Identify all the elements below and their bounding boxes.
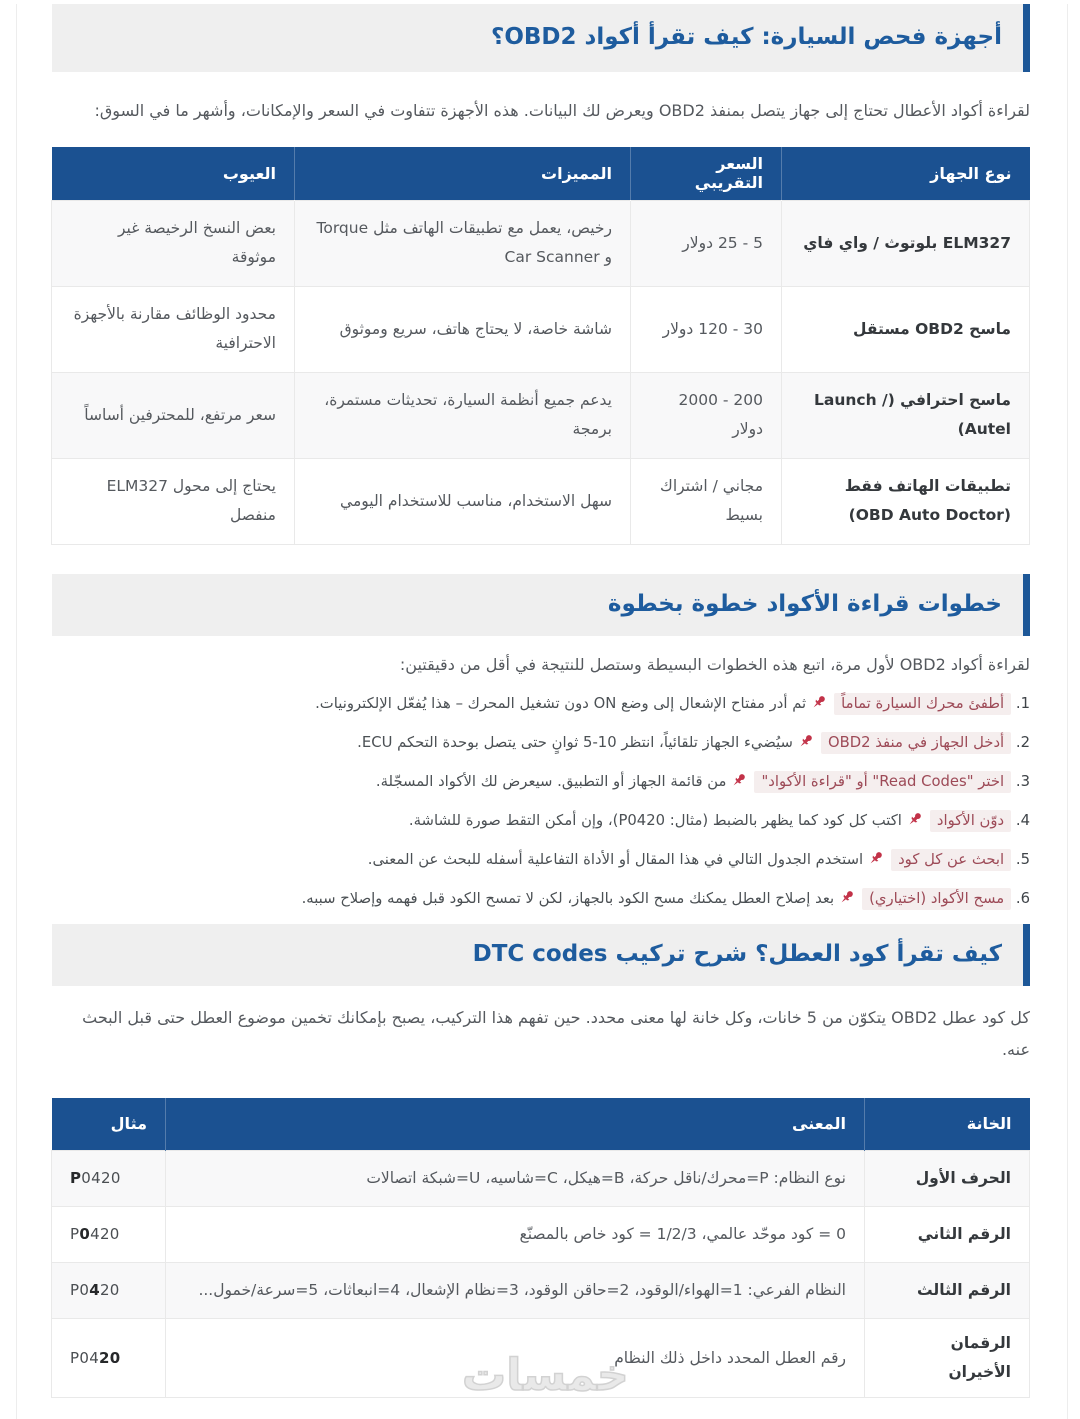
step-highlight: أدخل الجهاز في منفذ OBD2 [821,732,1011,754]
col-header-features: المميزات [295,147,631,200]
col-header-example: مثال [52,1098,166,1151]
price-cell: 5 - 25 دولار [631,200,782,286]
device-type-cell: تطبيقات الهاتف فقط (OBD Auto Doctor) [782,458,1030,544]
section1-intro: لقراءة أكواد الأعطال تحتاج إلى جهاز يتصل بمنفذ OBD2 ويعرض لك البيانات. هذه الأجهزة تتفاوت في السعر والإمكانات، وأشهر ما في السوق: [94,101,1030,120]
pushpin-icon [798,732,814,758]
steps-intro: لقراءة أكواد OBD2 لأول مرة، اتبع هذه الخطوات البسيطة وستصل للنتيجة في أقل من دقيقتين: [399,654,1030,674]
step-text: من قائمة الجهاز أو التطبيق. سيعرض لك الأكواد المسجّلة. [375,772,727,790]
step-number: 3. [1015,772,1030,790]
table-row [52,1319,1030,1398]
step-item-6 [52,886,1030,914]
meaning-cell: النظام الفرعي: 1=الهواء/الوقود، 2=حاقن الوقود، 3=نظام الإشعال، 4=انبعاثات، 5=سرعة/خمول... [166,1263,865,1319]
col-header-cons: العيوب [52,147,295,200]
pushpin-icon [907,810,923,836]
step-highlight: ابحث عن كل كود [891,849,1011,871]
slot-cell: الرقم الثالث [865,1263,1030,1319]
col-header-device-type: نوع الجهاز [782,147,1030,200]
step-highlight: مسح الأكواد (اختياري) [862,888,1011,910]
pushpin-icon [731,771,747,797]
step-item-2 [52,730,1030,758]
pushpin-icon [839,888,855,914]
table-row [52,372,1030,458]
device-type-cell: ماسح احترافي (Launch / Autel) [782,372,1030,458]
step-number: 2. [1015,733,1030,751]
example-code-cell: P0420 [52,1151,166,1207]
step-item-4 [52,808,1030,836]
heading-accent-bar [1023,4,1030,72]
example-code-cell: P0420 [52,1319,166,1398]
table-row [52,286,1030,372]
step-highlight: دوّن الأكواد [930,810,1011,832]
cons-cell: سعر مرتفع، للمحترفين أساساً [52,372,295,458]
dtc-intro: كل كود عطل OBD2 يتكوّن من 5 خانات، وكل خانة لها معنى محدد. حين تفهم هذا التركيب، يصبح بإمكانك تخمين موضوع العطل حتى قبل البحث عنه. [82,1007,1030,1059]
features-cell: سهل الاستخدام، مناسب للاستخدام اليومي [295,458,631,544]
dtc-table-header-row [52,1098,1030,1151]
example-code-cell: P0420 [52,1263,166,1319]
dtc-section-title-block [52,924,1030,986]
step-highlight: أطفئ محرك السيارة تماماً [834,693,1011,715]
step-item-5 [52,847,1030,875]
page-title: أجهزة فحص السيارة: كيف تقرأ أكواد OBD2؟ [491,24,1002,51]
price-cell: 30 - 120 دولار [631,286,782,372]
dtc-structure-table [51,1098,1030,1399]
steps-section-title-block [52,574,1030,636]
step-text: استخدم الجدول التالي في هذا المقال أو الأداة التفاعلية أسفله للبحث عن المعنى. [367,850,864,868]
steps-list [52,691,1030,914]
pushpin-icon [811,693,827,719]
col-header-slot: الخانة [865,1098,1030,1151]
price-cell: مجاني / اشتراك بسيط [631,458,782,544]
device-type-cell: ماسح OBD2 مستقل [782,286,1030,372]
step-text: اكتب كل كود كما يظهر بالضبط (مثال: P0420)، وإن أمكن التقط صورة للشاشة. [408,811,902,829]
slot-cell: الرقمان الأخيران [865,1319,1030,1398]
step-number: 6. [1015,889,1030,907]
step-number: 5. [1015,850,1030,868]
heading-accent-bar [1023,574,1030,636]
page-frame-line-right [1067,4,1068,1419]
slot-cell: الحرف الأول [865,1151,1030,1207]
table-row [52,1263,1030,1319]
step-highlight: اختر "Read Codes" أو "قراءة الأكواد" [754,771,1011,793]
meaning-cell: نوع النظام: P=محرك/ناقل حركة، B=هيكل، C=شاسيه، U=شبكة اتصالات [166,1151,865,1207]
page-title-block [52,4,1030,72]
step-item-3 [52,769,1030,797]
features-cell: شاشة خاصة، لا يحتاج هاتف، سريع وموثوق [295,286,631,372]
khamsat-watermark: خمسات [462,1350,629,1401]
cons-cell: محدود الوظائف مقارنة بالأجهزة الاحترافية [52,286,295,372]
meaning-cell: 0 = كود موحّد عالمي، 1/2/3 = كود خاص بالمصنّع [166,1207,865,1263]
page-frame-line-left [16,4,17,1419]
article-content [52,4,1030,1398]
step-item-1 [52,691,1030,719]
steps-section-title: خطوات قراءة الأكواد خطوة بخطوة [607,590,1002,617]
cons-cell: يحتاج إلى محول ELM327 منفصل [52,458,295,544]
table-row [52,1207,1030,1263]
meaning-cell: رقم العطل المحدد داخل ذلك النظام [166,1319,865,1398]
price-cell: 200 - 2000 دولار [631,372,782,458]
table-row [52,200,1030,286]
step-text: ثم أدر مفتاح الإشعال إلى وضع ON دون تشغيل المحرك – هذا يُفعّل الإلكترونيات. [315,694,807,712]
features-cell: رخيص، يعمل مع تطبيقات الهاتف مثل Torque و Car Scanner [295,200,631,286]
step-number: 4. [1015,811,1030,829]
dtc-section-title: كيف تقرأ كود العطل؟ شرح تركيب DTC codes [472,940,1002,967]
heading-accent-bar [1023,924,1030,986]
features-cell: يدعم جميع أنظمة السيارة، تحديثات مستمرة، برمجة [295,372,631,458]
slot-cell: الرقم الثاني [865,1207,1030,1263]
article-page [0,4,1080,1419]
device-comparison-table [51,147,1030,545]
col-header-price: السعر التقريبي [631,147,782,200]
example-code-cell: P0420 [52,1207,166,1263]
device-type-cell: ELM327 بلوتوث / واي فاي [782,200,1030,286]
table-row [52,1151,1030,1207]
step-number: 1. [1015,694,1030,712]
cons-cell: بعض النسخ الرخيصة غير موثوقة [52,200,295,286]
col-header-meaning: المعنى [166,1098,865,1151]
step-text: بعد إصلاح العطل يمكنك مسح الكود بالجهاز، لكن لا تمسح الكود قبل فهمه وإصلاح سببه. [301,889,835,907]
table-row [52,458,1030,544]
pushpin-icon [868,849,884,875]
device-table-header-row [52,147,1030,200]
step-text: سيُضيء الجهاز تلقائياً، انتظر 10-5 ثوانٍ حتى يتصل بوحدة التحكم ECU. [357,733,793,751]
